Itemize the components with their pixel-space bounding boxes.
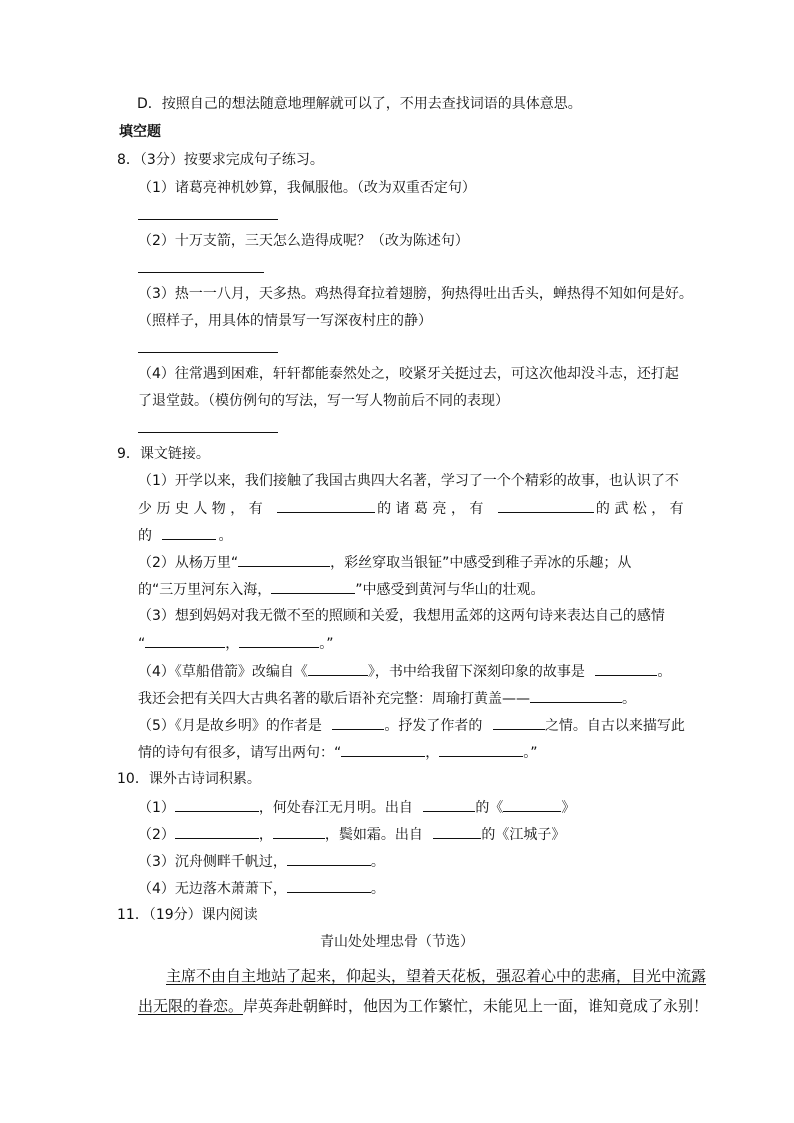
q10-line3-text-2: 。 [370, 854, 385, 870]
q10-line2-text-2: ， [258, 827, 273, 843]
q8-sentence-3b: （照样子，用具体的情景写一写深夜村庄的静） [138, 313, 432, 329]
q9-part2-line-b [138, 579, 545, 600]
q11-passage-title: 青山处处埋忠骨（节选） [320, 934, 474, 950]
q9-blank-poem-line[interactable] [238, 552, 330, 567]
q9-part2-text-3: 的“三万里河东入海， [138, 582, 272, 598]
q11-passage-underlined: 出无限的眷恋。 [138, 997, 244, 1015]
q9-part1-line-a: （1）开学以来，我们接触了我国古典四大名著，学习了一个个精彩的故事，也认识了不 [138, 473, 679, 489]
q10-line-1 [138, 797, 575, 818]
q10-stem: 10．课外古诗词积累。 [117, 771, 261, 787]
q9-part5-text-5: ， [425, 745, 440, 761]
q9-part1-text-2: 的 诸 葛 亮 ， 有 [377, 501, 484, 517]
q9-blank-zhuge-liang[interactable] [277, 498, 375, 513]
q9-blank-poem-title[interactable] [271, 579, 355, 594]
q9-part3-text-2: ， [225, 636, 240, 652]
q9-part1-line-c [138, 525, 232, 546]
q9-part4-text-1: （4）《草船借箭》改编自《 [138, 664, 308, 680]
q9-blank-person-3[interactable] [162, 525, 216, 540]
q11-passage-line-1: 主席不由自主地站了起来，仰起头，望着天花板，强忍着心中的悲痛，目光中流露 [166, 967, 707, 985]
q9-part4-line-a [138, 661, 671, 682]
q10-blank-author-1[interactable] [423, 797, 475, 812]
q9-part4-text-4: 我还会把有关四大古典名著的歇后语补充完整：周瑜打黄盖—— [138, 691, 530, 707]
q9-part5-line-a [138, 715, 685, 736]
q10-line3-text-1: （3）沉舟侧畔千帆过， [138, 854, 287, 870]
q9-part3-line-b [138, 633, 334, 654]
q9-part5-line-b [138, 742, 538, 763]
q8-answer-line-4[interactable] [138, 432, 278, 433]
q9-part1-text-1: 少 历 史 人 物 ， 有 [138, 501, 263, 517]
q10-line2-text-3: ，鬓如霜。出自 [324, 827, 423, 843]
q9-part2-text-4: ”中感受到黄河与华山的壮观。 [355, 582, 545, 598]
q9-part2-text-2: ，彩丝穿取当银钲”中感受到稚子弄冰的乐趣；从 [330, 555, 632, 571]
q8-sentence-2: （2）十万支箭，三天怎么造得成呢？（改为陈述句） [138, 233, 469, 249]
q10-blank-4[interactable] [287, 851, 371, 866]
q11-stem: 11．（19分）课内阅读 [117, 907, 258, 923]
q9-part5-text-3: 之情。自古以来描写此 [544, 718, 685, 734]
q9-part4-text-5: 。 [622, 691, 636, 707]
q9-part1-text-5: 。 [218, 528, 233, 544]
q10-line-3 [138, 851, 385, 872]
section-title: 填空题 [119, 124, 161, 140]
q10-blank-5[interactable] [287, 878, 371, 893]
q7-option-d: D．按照自己的想法随意地理解就可以了，不用去查找词语的具体意思。 [137, 96, 582, 112]
q10-line2-text-4: 的《江城子》 [481, 827, 566, 843]
q9-part2-text-1: （2）从杨万里“ [138, 555, 239, 571]
q10-line2-text-1: （2） [138, 827, 175, 843]
q10-blank-2[interactable] [175, 824, 259, 839]
q9-blank-author[interactable] [332, 715, 384, 730]
q8-stem: 8．（3分）按要求完成句子练习。 [117, 152, 324, 168]
q8-answer-line-2[interactable] [138, 272, 264, 273]
q9-stem: 9．课文链接。 [117, 446, 210, 462]
q9-part3-text-3: 。” [319, 636, 334, 652]
q9-part3-text-1: “ [138, 636, 146, 652]
q10-line1-text-2: ，何处春江无月明。出自 [258, 800, 413, 816]
q9-part5-text-6: 。” [523, 745, 538, 761]
q8-sentence-4a: （4）往常遇到困难，轩轩都能泰然处之，咬紧牙关挺过去，可这次他却没斗志，还打起 [138, 366, 679, 382]
q9-blank-wu-song[interactable] [498, 498, 594, 513]
q8-sentence-3a: （3）热一一八月，天多热。鸡热得耷拉着翅膀，狗热得吐出舌头，蝉热得不知如何是好。 [138, 286, 693, 302]
q9-blank-mengjiao-2[interactable] [239, 633, 319, 648]
q9-blank-book-title[interactable] [308, 661, 368, 676]
q10-line4-text-2: 。 [370, 881, 385, 897]
q8-answer-line-1[interactable] [138, 219, 278, 220]
q9-blank-story[interactable] [595, 661, 657, 676]
q9-part4-line-b [138, 688, 636, 709]
q9-blank-verse-1[interactable] [341, 742, 425, 757]
q8-sentence-1: （1）诸葛亮神机妙算，我佩服他。（改为双重否定句） [138, 180, 476, 196]
q10-line1-text-1: （1） [138, 800, 175, 816]
q9-part5-text-4: 情的诗句有很多，请写出两句：“ [138, 745, 342, 761]
q8-answer-line-3[interactable] [138, 352, 278, 353]
q9-part5-text-2: 。抒发了作者的 [384, 718, 483, 734]
q10-line1-text-3: 的《 [475, 800, 504, 816]
q9-part1-line-b [138, 498, 684, 519]
q9-part5-text-1: （5）《月是故乡明》的作者是 [138, 718, 322, 734]
q9-blank-emotion[interactable] [493, 715, 545, 730]
q10-line1-text-4: 》 [561, 800, 576, 816]
q9-blank-verse-2[interactable] [439, 742, 523, 757]
q9-part1-text-4: 的 [138, 528, 152, 544]
q9-blank-xiehouyu[interactable] [530, 688, 622, 703]
q9-blank-mengjiao-1[interactable] [145, 633, 225, 648]
q11-passage-rest: 岸英奔赴朝鲜时，他因为工作繁忙，未能见上一面，谁知竟成了永别！ [243, 997, 709, 1015]
q8-sentence-4b: 了退堂鼓。（模仿例句的写法，写一写人物前后不同的表现） [138, 393, 509, 409]
q10-blank-title-1[interactable] [503, 797, 561, 812]
q10-line-2 [138, 824, 565, 845]
q9-part1-text-3: 的 武 松 ， 有 [595, 501, 684, 517]
q11-passage-line-2 [138, 996, 708, 1016]
q9-part3-line-a: （3）想到妈妈对我无微不至的照顾和关爱，我想用孟郊的这两句诗来表达自己的感情 [138, 608, 665, 624]
q10-blank-1[interactable] [175, 797, 259, 812]
q10-blank-3[interactable] [273, 824, 325, 839]
q10-blank-author-2[interactable] [433, 824, 481, 839]
q9-part4-text-3: 。 [657, 664, 672, 680]
q9-part2-line-a [138, 552, 631, 573]
q9-part4-text-2: 》，书中给我留下深刻印象的故事是 [367, 664, 585, 680]
q10-line-4 [138, 878, 385, 899]
q10-line4-text-1: （4）无边落木萧萧下， [138, 881, 287, 897]
